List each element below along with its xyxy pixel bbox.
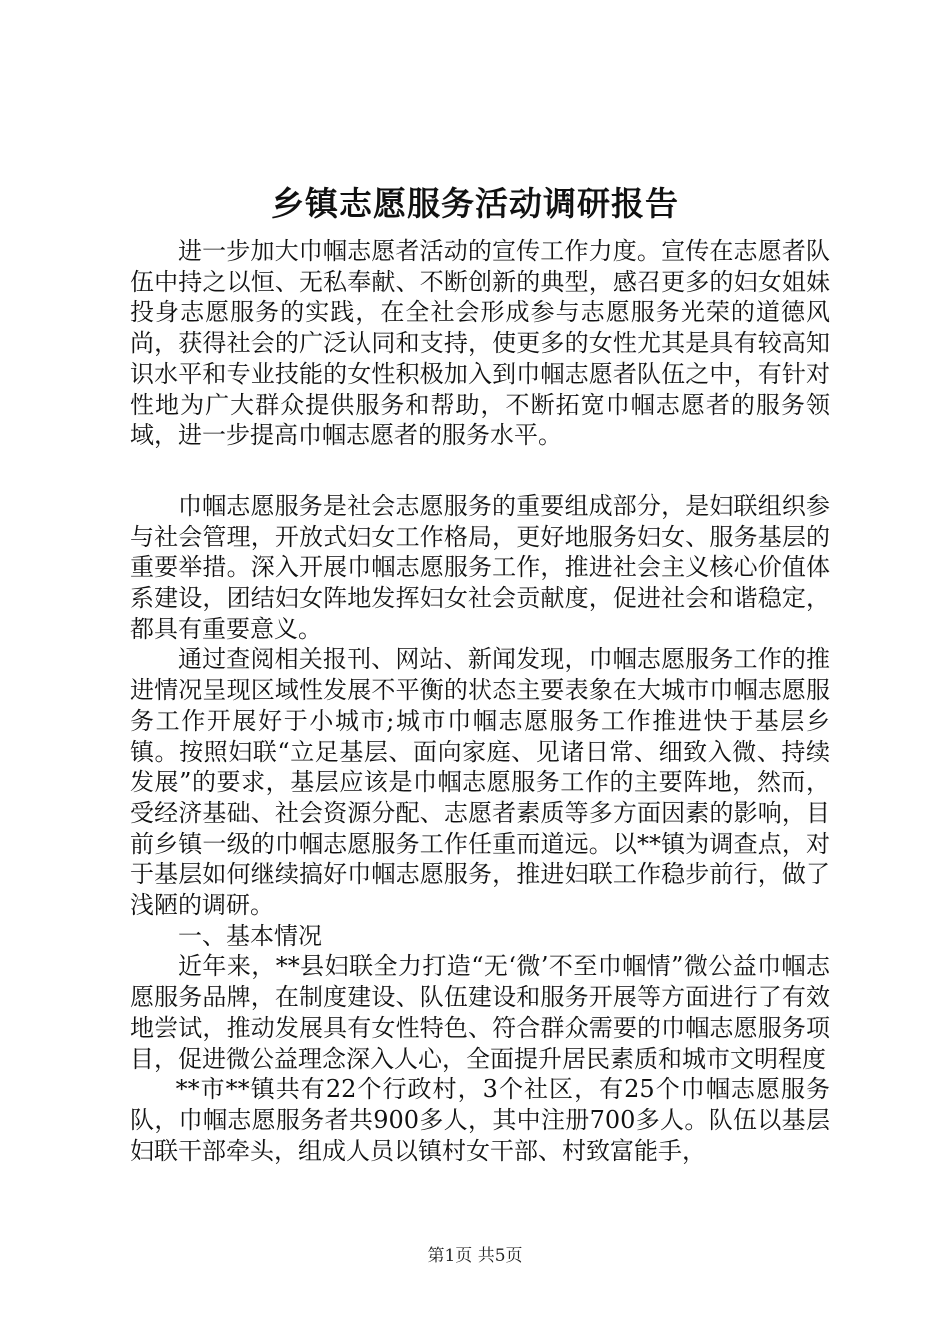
paragraph-publicity: 进一步加大巾帼志愿者活动的宣传工作力度。宣传在志愿者队伍中持之以恒、无私奉献、不断创新的典型，感召更多的妇女姐妹投身志愿服务的实践，在全社会形成参与志愿服务光荣的道德风尚，获得社会的广泛认同和支持，使更多的女性尤其是具有较高知识水平和专业技能的女性积极加入到巾帼志愿者队伍之中，有针对性地为广大群众提供服务和帮助，不断拓宽巾帼志愿者的服务领域，进一步提高巾帼志愿者的服务水平。 <box>130 237 830 450</box>
document-title: 乡镇志愿服务活动调研报告 <box>271 184 679 223</box>
paragraph-town-statistics: **市**镇共有22个行政村，3个社区，有25个巾帼志愿服务队，巾帼志愿服务者共900多人，其中注册700多人。队伍以基层妇联干部牵头，组成人员以镇村女干部、村致富能手， <box>130 1075 830 1165</box>
section-heading-basic-situation: 一、基本情况 <box>178 921 322 950</box>
paragraph-research-background: 通过查阅相关报刊、网站、新闻发现，巾帼志愿服务工作的推进情况呈现区域性发展不平衡的状态主要表象在大城市巾帼志愿服务工作开展好于小城市;城市巾帼志愿服务工作推进快于基层乡镇。按照妇联“立足基层、面向家庭、见诸日常、细致入微、持续发展”的要求，基层应该是巾帼志愿服务工作的主要阵地，然而，受经济基础、社会资源分配、志愿者素质等多方面因素的影响，目前乡镇一级的巾帼志愿服务工作任重而道远。以**镇为调查点，对于基层如何继续搞好巾帼志愿服务，推进妇联工作稳步前行，做了浅陋的调研。 <box>130 645 830 920</box>
paragraph-county-brand: 近年来，**县妇联全力打造“无‘微’不至巾帼情”微公益巾帼志愿服务品牌，在制度建设、队伍建设和服务开展等方面进行了有效地尝试，推动发展具有女性特色、符合群众需要的巾帼志愿服务项目，促进微公益理念深入人心，全面提升居民素质和城市文明程度 <box>130 952 830 1073</box>
paragraph-importance: 巾帼志愿服务是社会志愿服务的重要组成部分，是妇联组织参与社会管理，开放式妇女工作格局，更好地服务妇女、服务基层的重要举措。深入开展巾帼志愿服务工作，推进社会主义核心价值体系建设，团结妇女阵地发挥妇女社会贡献度，促进社会和谐稳定，都具有重要意义。 <box>130 491 830 643</box>
page-number-footer: 第1页 共5页 <box>427 1246 523 1266</box>
document-body <box>130 236 830 1166</box>
